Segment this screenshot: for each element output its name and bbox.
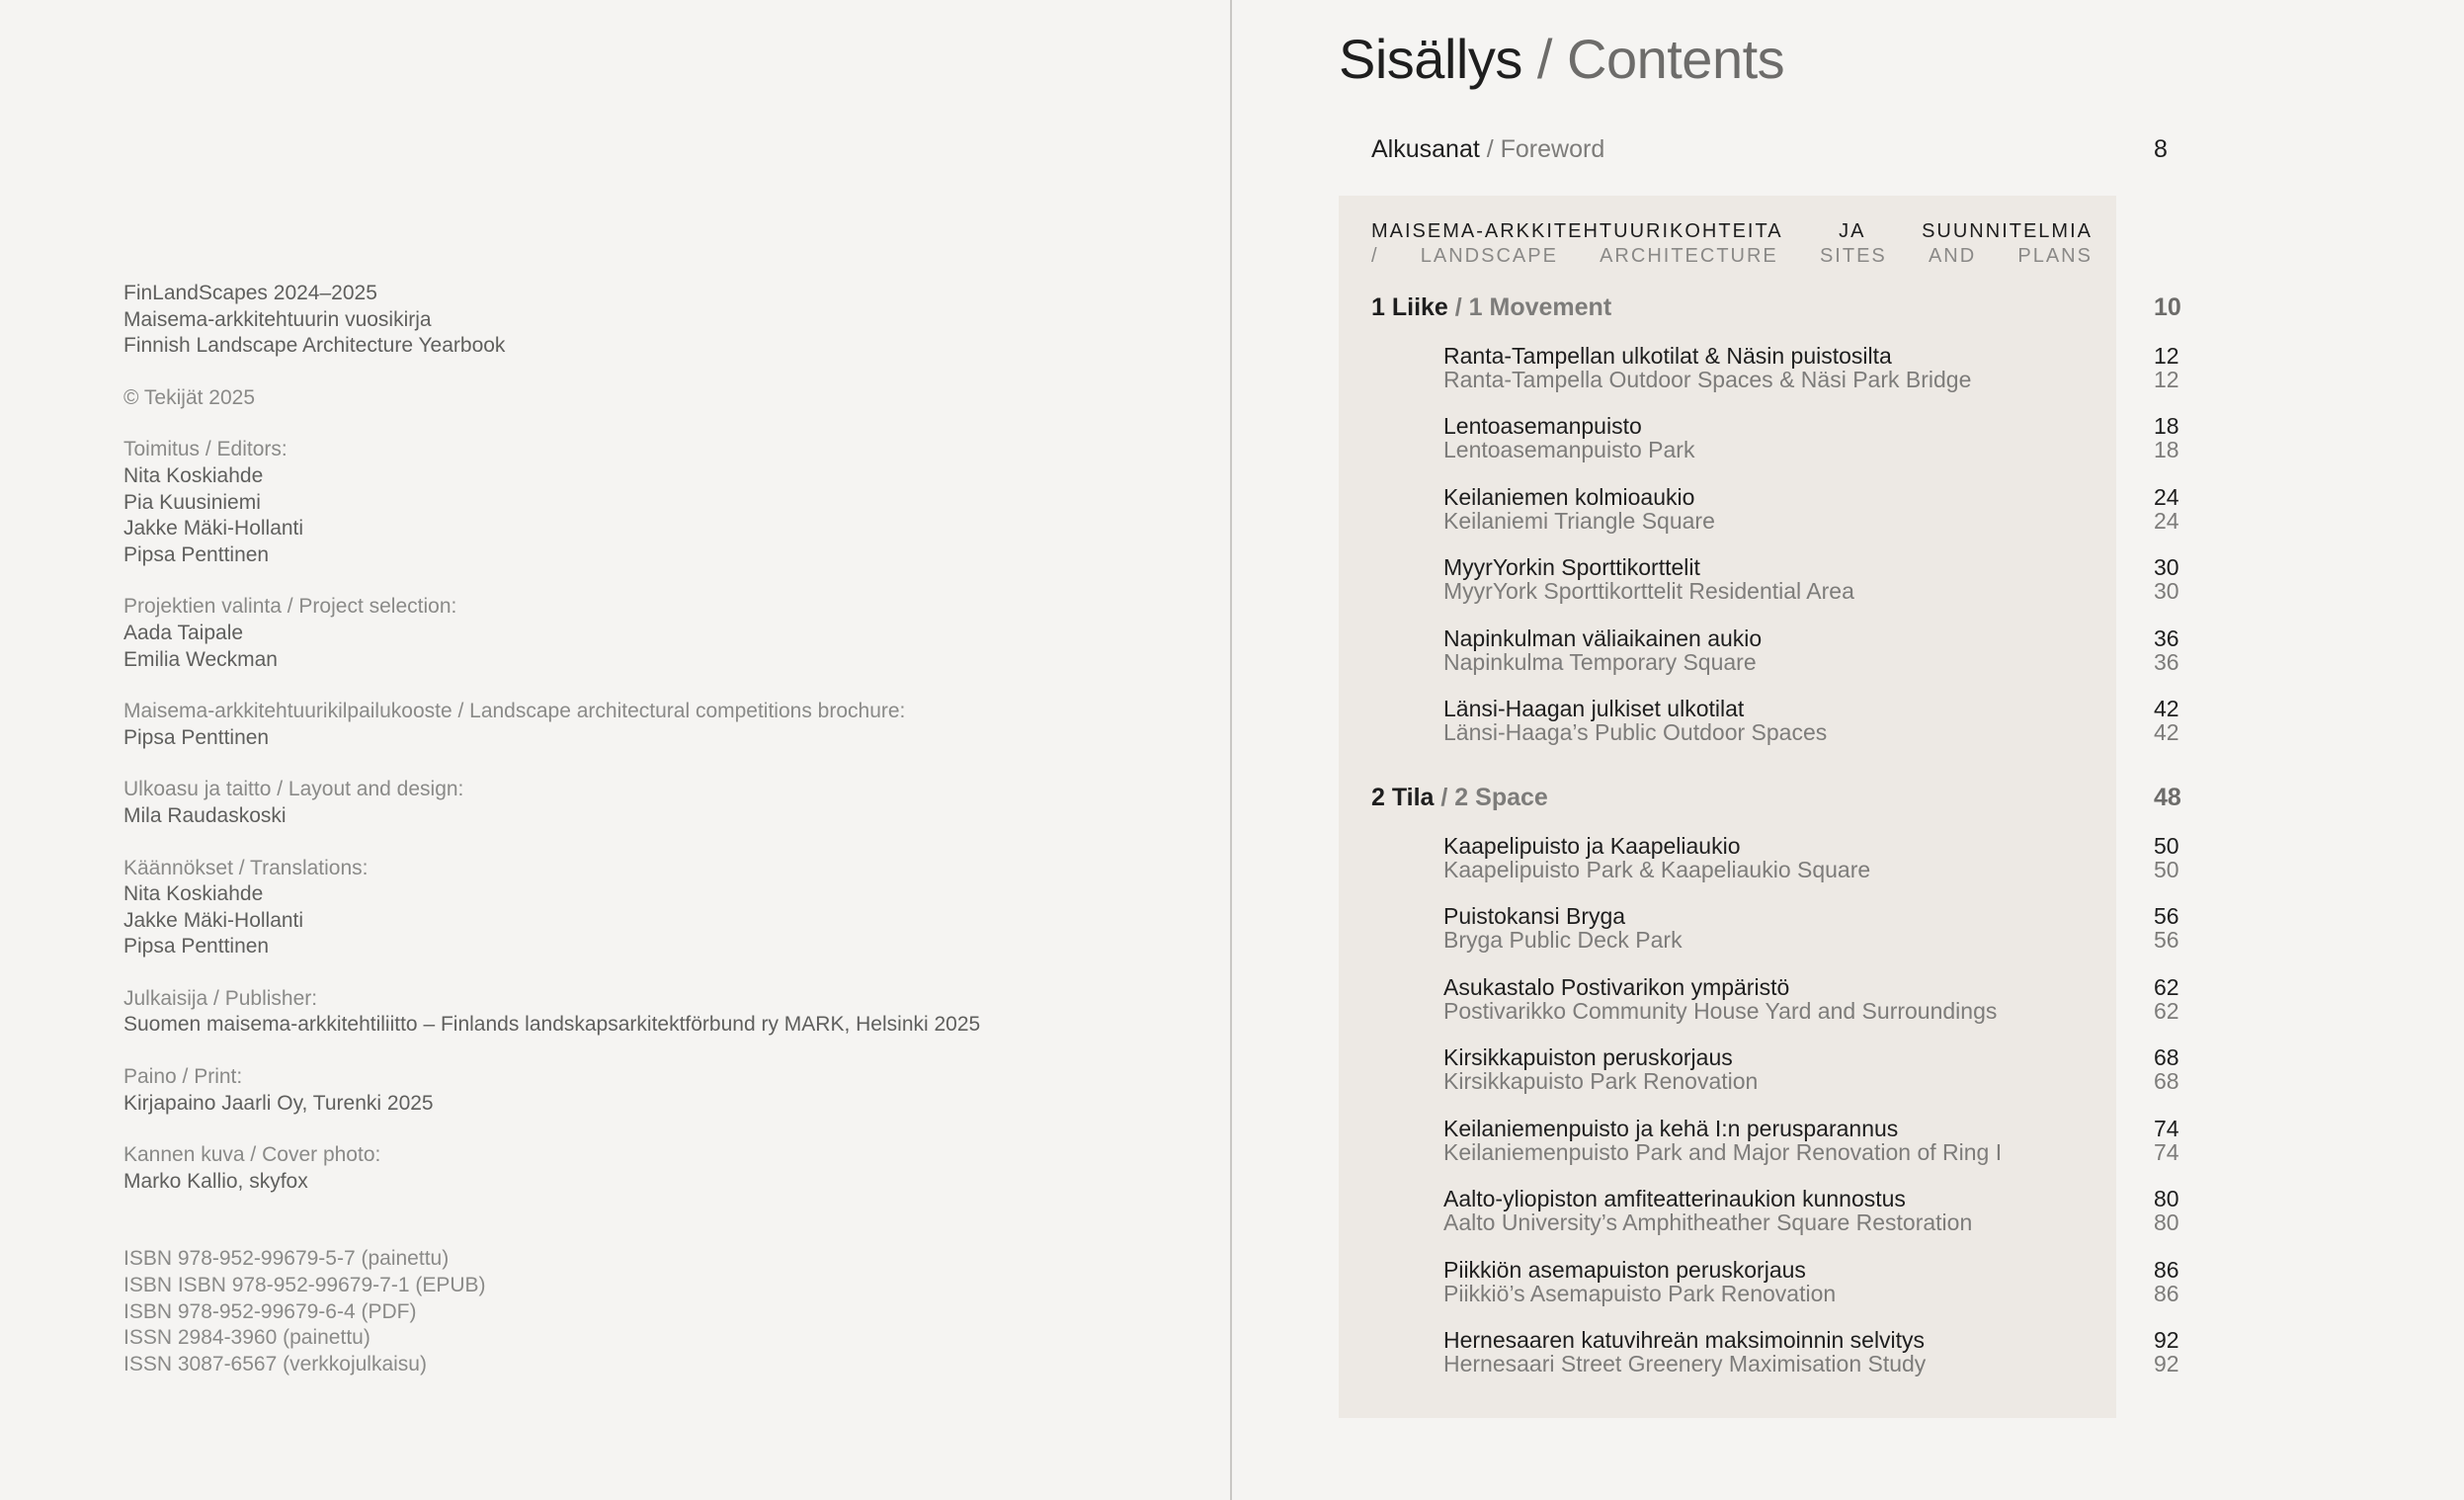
isbn-line: ISSN 2984-3960 (painettu) xyxy=(123,1326,370,1350)
part-title-fi: 1 Liike xyxy=(1371,293,1448,321)
credit-label: Projektien valinta / Project selection: xyxy=(123,595,457,619)
credit-publisher xyxy=(123,986,1161,1039)
colophon-title-block xyxy=(123,281,1161,360)
credit-name: Emilia Weckman xyxy=(123,647,278,671)
toc-entry[interactable] xyxy=(1443,555,2194,603)
entry-page-number: 92 xyxy=(2154,1327,2179,1353)
entry-page-number: 50 xyxy=(2154,833,2179,859)
entry-page-number: 80 xyxy=(2154,1186,2179,1211)
entry-title-en: Kirsikkapuisto Park Renovation xyxy=(1443,1068,1759,1094)
credit-name: Nita Koskiahde xyxy=(123,463,264,487)
entry-title-en: Ranta-Tampella Outdoor Spaces & Näsi Park Bridge xyxy=(1443,367,1972,392)
entry-title-en: Länsi-Haaga’s Public Outdoor Spaces xyxy=(1443,719,1828,745)
entry-title-en: Piikkiö’s Asemapuisto Park Renovation xyxy=(1443,1281,1837,1306)
entry-title-en: Postivarikko Community House Yard and Surroundings xyxy=(1443,998,1998,1024)
credit-name: Kirjapaino Jaarli Oy, Turenki 2025 xyxy=(123,1091,434,1115)
toc-entry[interactable] xyxy=(1443,1187,2194,1234)
entry-title-en: MyyrYork Sporttikorttelit Residential Area xyxy=(1443,578,1854,604)
credit-name: Pipsa Penttinen xyxy=(123,725,270,749)
foreword-title-en: / Foreword xyxy=(1479,135,1605,163)
credit-layout xyxy=(123,777,1161,829)
credit-label: Kannen kuva / Cover photo: xyxy=(123,1143,381,1167)
isbn-block xyxy=(123,1246,1161,1377)
entry-title-fi: Hernesaaren katuvihreän maksimoinnin selvitys xyxy=(1443,1327,1926,1353)
toc-entry[interactable] xyxy=(1443,344,2194,391)
entry-page-number: 42 xyxy=(2154,696,2179,721)
entry-page-number: 62 xyxy=(2154,974,2179,1000)
entry-title-fi: Piikkiön asemapuiston peruskorjaus xyxy=(1443,1257,1806,1283)
entry-page-number: 42 xyxy=(2154,719,2179,745)
entry-title-fi: Kaapelipuisto ja Kaapeliaukio xyxy=(1443,833,1741,859)
credit-label: Käännökset / Translations: xyxy=(123,856,369,879)
entry-title-en: Keilaniemenpuisto Park and Major Renovation of Ring I xyxy=(1443,1139,2003,1165)
credit-label: Paino / Print: xyxy=(123,1065,243,1089)
colophon-title-line: Maisema-arkkitehtuurin vuosikirja xyxy=(123,307,432,331)
entry-page-number: 50 xyxy=(2154,857,2179,882)
entry-title-en: Lentoasemanpuisto Park xyxy=(1443,437,1695,462)
part-title-fi: 2 Tila xyxy=(1371,784,1435,811)
entry-page-number: 12 xyxy=(2154,367,2179,392)
toc-part-movement[interactable] xyxy=(1371,291,1611,324)
section-title-word: LANDSCAPE xyxy=(1420,245,1558,267)
entry-title-fi: Napinkulman väliaikainen aukio xyxy=(1443,625,1763,651)
toc-foreword[interactable] xyxy=(1371,132,1604,166)
entry-page-number: 62 xyxy=(2154,998,2179,1024)
section-title-word: JA xyxy=(1839,220,1866,242)
section-title-word: SUUNNITELMIA xyxy=(1922,220,2093,242)
section-title-word: ARCHITECTURE xyxy=(1600,245,1778,267)
credit-name: Pia Kuusiniemi xyxy=(123,490,261,514)
credit-translations xyxy=(123,856,1161,960)
entry-page-number: 92 xyxy=(2154,1351,2179,1376)
entry-title-en: Bryga Public Deck Park xyxy=(1443,927,1683,953)
entry-title-fi: MyyrYorkin Sporttikorttelit xyxy=(1443,554,1700,580)
page-title-fi: Sisällys xyxy=(1339,28,1522,90)
section-title-word: AND xyxy=(1928,245,1977,267)
colophon-title-line: Finnish Landscape Architecture Yearbook xyxy=(123,334,506,358)
entry-title-en: Kaapelipuisto Park & Kaapeliaukio Square xyxy=(1443,857,1871,882)
section-title-word: MAISEMA-ARKKITEHTUURIKOHTEITA xyxy=(1371,220,1783,242)
entry-page-number: 56 xyxy=(2154,927,2179,953)
toc-entry[interactable] xyxy=(1443,904,2194,952)
toc-entry[interactable] xyxy=(1443,414,2194,461)
page-title xyxy=(1339,26,1784,93)
entry-title-en: Keilaniemi Triangle Square xyxy=(1443,508,1715,534)
credit-project-selection xyxy=(123,594,1161,673)
toc-entry[interactable] xyxy=(1443,697,2194,744)
entry-title-fi: Lentoasemanpuisto xyxy=(1443,413,1642,439)
isbn-line: ISSN 3087-6567 (verkkojulkaisu) xyxy=(123,1352,427,1375)
copyright-block xyxy=(123,385,1161,412)
foreword-title-fi: Alkusanat xyxy=(1371,135,1480,163)
toc-part-space[interactable] xyxy=(1371,781,1548,814)
entry-page-number: 36 xyxy=(2154,649,2179,675)
toc-entry[interactable] xyxy=(1443,834,2194,881)
entry-page-number: 68 xyxy=(2154,1044,2179,1070)
entry-title-fi: Länsi-Haagan julkiset ulkotilat xyxy=(1443,696,1745,721)
entry-page-number: 18 xyxy=(2154,413,2179,439)
part-page-number: 48 xyxy=(2154,784,2181,811)
credit-label: Julkaisija / Publisher: xyxy=(123,986,318,1010)
credit-competitions-brochure xyxy=(123,699,1161,751)
credit-name: Aada Taipale xyxy=(123,621,244,644)
entry-page-number: 36 xyxy=(2154,625,2179,651)
credit-print xyxy=(123,1064,1161,1117)
section-title-word: / xyxy=(1371,245,1379,267)
entry-page-number: 56 xyxy=(2154,903,2179,929)
entry-title-en: Aalto University’s Amphitheather Square Restoration xyxy=(1443,1209,1973,1235)
part-page-number: 10 xyxy=(2154,293,2181,321)
credit-name: Nita Koskiahde xyxy=(123,882,264,906)
toc-entry[interactable] xyxy=(1443,1258,2194,1305)
isbn-line: ISBN ISBN 978-952-99679-7-1 (EPUB) xyxy=(123,1274,486,1297)
entry-title-en: Napinkulma Temporary Square xyxy=(1443,649,1757,675)
credit-name: Suomen maisema-arkkitehtiliitto – Finlands landskapsarkitektförbund ry MARK, Helsinki 2025 xyxy=(123,1013,981,1037)
entry-title-fi: Keilaniemen kolmioaukio xyxy=(1443,484,1695,510)
copyright-line: © Tekijät 2025 xyxy=(123,385,256,409)
entry-page-number: 24 xyxy=(2154,484,2179,510)
toc-entry[interactable] xyxy=(1443,1117,2194,1164)
entry-page-number: 86 xyxy=(2154,1257,2179,1283)
entry-page-number: 12 xyxy=(2154,343,2179,369)
section-title-word: SITES xyxy=(1819,245,1887,267)
entry-title-fi: Puistokansi Bryga xyxy=(1443,903,1626,929)
toc-entry[interactable] xyxy=(1443,1045,2194,1093)
credit-name: Mila Raudaskoski xyxy=(123,803,287,827)
entry-title-fi: Aalto-yliopiston amfiteatterinaukion kunnostus xyxy=(1443,1186,1906,1211)
section-title xyxy=(1371,219,2093,269)
toc-entry[interactable] xyxy=(1443,1328,2194,1375)
part-title-en: / 1 Movement xyxy=(1447,293,1612,321)
foreword-page-number: 8 xyxy=(2154,135,2168,163)
entry-page-number: 30 xyxy=(2154,578,2179,604)
entry-page-number: 74 xyxy=(2154,1139,2179,1165)
entry-page-number: 68 xyxy=(2154,1068,2179,1094)
entry-title-fi: Kirsikkapuiston peruskorjaus xyxy=(1443,1044,1733,1070)
credit-editors xyxy=(123,437,1161,568)
isbn-line: ISBN 978-952-99679-5-7 (painettu) xyxy=(123,1247,450,1271)
isbn-line: ISBN 978-952-99679-6-4 (PDF) xyxy=(123,1299,417,1323)
toc-entry[interactable] xyxy=(1443,626,2194,674)
colophon-title-line: FinLandScapes 2024–2025 xyxy=(123,282,377,304)
page-title-en: / Contents xyxy=(1521,28,1785,90)
page-gutter-divider xyxy=(1230,0,1232,1500)
entry-page-number: 24 xyxy=(2154,508,2179,534)
entry-page-number: 86 xyxy=(2154,1281,2179,1306)
entry-title-fi: Asukastalo Postivarikon ympäristö xyxy=(1443,974,1790,1000)
entry-title-fi: Keilaniemenpuisto ja kehä I:n perusparannus xyxy=(1443,1116,1899,1141)
credit-name: Marko Kallio, skyfox xyxy=(123,1169,308,1193)
entry-page-number: 74 xyxy=(2154,1116,2179,1141)
entry-page-number: 30 xyxy=(2154,554,2179,580)
entry-title-fi: Ranta-Tampellan ulkotilat & Näsin puistosilta xyxy=(1443,343,1892,369)
credit-label: Toimitus / Editors: xyxy=(123,438,287,461)
credit-name: Pipsa Penttinen xyxy=(123,542,270,566)
part-title-en: / 2 Space xyxy=(1434,784,1548,811)
entry-title-en: Hernesaari Street Greenery Maximisation Study xyxy=(1443,1351,1927,1376)
credit-label: Maisema-arkkitehtuurikilpailukooste / Landscape architectural competitions brochure: xyxy=(123,700,906,723)
credit-name: Jakke Mäki-Hollanti xyxy=(123,908,304,932)
credit-name: Jakke Mäki-Hollanti xyxy=(123,517,304,541)
entry-page-number: 80 xyxy=(2154,1209,2179,1235)
section-title-word: PLANS xyxy=(2017,245,2093,267)
colophon xyxy=(123,281,1161,1403)
toc-entry[interactable] xyxy=(1443,485,2194,533)
credit-cover-photo xyxy=(123,1142,1161,1195)
toc-entry[interactable] xyxy=(1443,975,2194,1023)
credit-name: Pipsa Penttinen xyxy=(123,935,270,958)
credit-label: Ulkoasu ja taitto / Layout and design: xyxy=(123,778,464,801)
entry-page-number: 18 xyxy=(2154,437,2179,462)
